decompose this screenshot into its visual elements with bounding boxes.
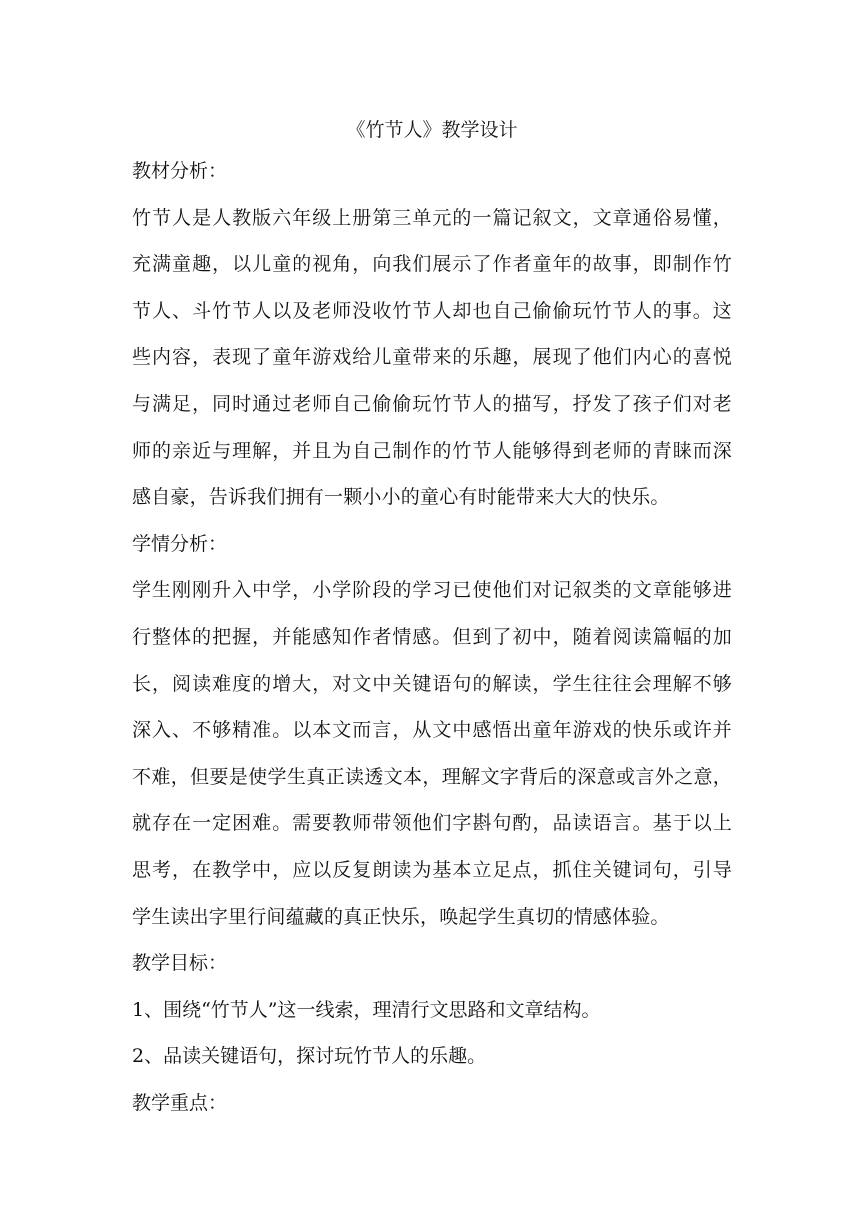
paragraph-line: 学生读出字里行间蕴藏的真正快乐，唤起学生真切的情感体验。 <box>132 905 670 928</box>
paragraph-line: 深入、不够精准。以本文而言，从文中感悟出童年游戏的快乐或许并 <box>132 719 732 742</box>
paragraph-line: 些内容，表现了童年游戏给儿童带来的乐趣，展现了他们内心的喜悦 <box>132 346 732 369</box>
paragraph-line: 竹节人是人教版六年级上册第三单元的一篇记叙文，文章通俗易懂， <box>132 206 732 229</box>
paragraph-line: 充满童趣，以儿童的视角，向我们展示了作者童年的故事，即制作竹 <box>132 253 732 276</box>
paragraph-line: 师的亲近与理解，并且为自己制作的竹节人能够得到老师的青睐而深 <box>132 439 732 462</box>
document-body <box>132 112 732 1126</box>
goals-list <box>132 987 732 1080</box>
paragraph-line: 与满足，同时通过老师自己偷偷玩竹节人的描写，抒发了孩子们对老 <box>132 392 732 415</box>
paragraph-line: 就存在一定困难。需要教师带领他们字斟句酌，品读语言。基于以上 <box>132 812 732 835</box>
paragraph-line: 不难，但要是使学生真正读透文本，理解文字背后的深意或言外之意， <box>132 765 732 788</box>
paragraph-line: 长，阅读难度的增大，对文中关键语句的解读，学生往往会理解不够 <box>132 672 732 695</box>
section-heading-teaching-focus: 教学重点： <box>132 1091 228 1114</box>
paragraph-line: 节人、斗竹节人以及老师没收竹节人却也自己偷偷玩竹节人的事。这 <box>132 299 732 322</box>
section-heading-student-analysis: 学情分析： <box>132 532 228 555</box>
section-heading-material-analysis: 教材分析： <box>132 160 228 182</box>
goal-item: 2、品读关键语句，探讨玩竹节人的乐趣。 <box>132 1045 487 1068</box>
paragraph-material-analysis <box>132 195 732 521</box>
paragraph-line: 思考，在教学中，应以反复朗读为基本立足点，抓住关键词句，引导 <box>132 858 732 881</box>
goal-item: 1、围绕“竹节人”这一线索，理清行文思路和文章结构。 <box>132 998 601 1021</box>
paragraph-student-analysis <box>132 567 732 940</box>
paragraph-line: 学生刚刚升入中学，小学阶段的学习已使他们对记叙类的文章能够进 <box>132 579 732 602</box>
paragraph-line: 感自豪，告诉我们拥有一颗小小的童心有时能带来大大的快乐。 <box>132 486 670 509</box>
section-heading-teaching-goals: 教学目标： <box>132 952 228 975</box>
paragraph-line: 行整体的把握，并能感知作者情感。但到了初中，随着阅读篇幅的加 <box>132 625 732 648</box>
document-title: 《竹节人》教学设计 <box>346 119 518 141</box>
